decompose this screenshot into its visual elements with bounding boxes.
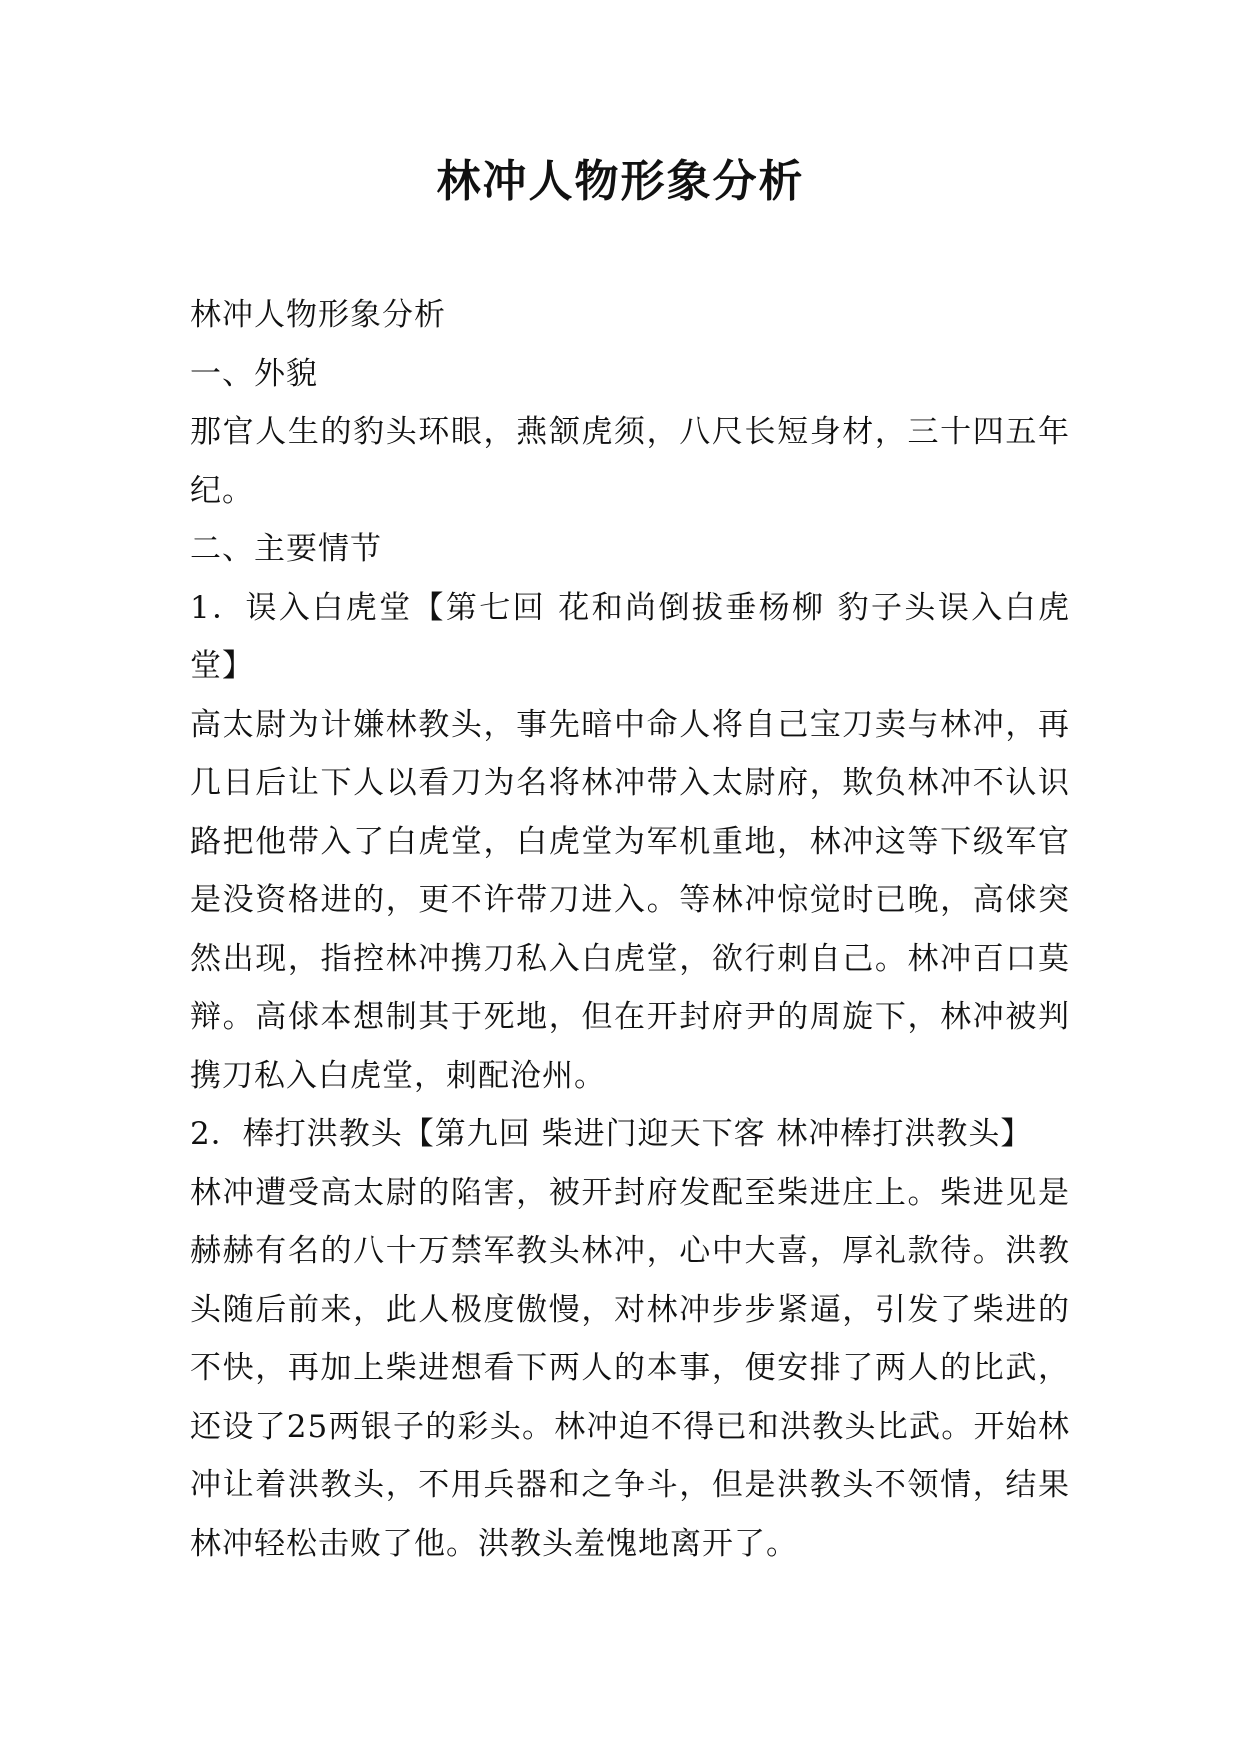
- document-body: [190, 286, 1070, 1573]
- section-heading-plot: 二、主要情节: [190, 531, 382, 567]
- body-paragraph-heading: 林冲人物形象分析: [190, 297, 446, 333]
- document-title: 林冲人物形象分析: [436, 156, 805, 207]
- subsection-heading-white-tiger-hall: 1．误入白虎堂【第七回 花和尚倒拔垂杨柳 豹子头误入白虎堂】: [190, 589, 1070, 684]
- subsection-heading-instructor-hong: 2．棒打洪教头【第九回 柴进门迎天下客 林冲棒打洪教头】: [190, 1116, 1033, 1152]
- section-heading-appearance: 一、外貌: [190, 355, 318, 392]
- body-paragraph-white-tiger-hall: 高太尉为计嫌林教头，事先暗中命人将自己宝刀卖与林冲，再几日后让下人以看刀为名将林冲带入太尉府，欺负林冲不认识路把他带入了白虎堂，白虎堂为军机重地，林冲这等下级军官是没资格进的，更不许带刀进入。等林冲惊觉时已晚，高俅突然出现，指控林冲携刀私入白虎堂，欲行刺自己。林冲百口莫辩。高俅本想制其于死地，但在开封府尹的周旋下，林冲被判携刀私入白虎堂，刺配沧州。: [190, 706, 1070, 1094]
- body-paragraph-appearance: 那官人生的豹头环眼，燕颔虎须，八尺长短身材，三十四五年纪。: [190, 414, 1070, 509]
- body-paragraph-instructor-hong: 林冲遭受高太尉的陷害，被开封府发配至柴进庄上。柴进见是赫赫有名的八十万禁军教头林冲，心中大喜，厚礼款待。洪教头随后前来，此人极度傲慢，对林冲步步紧逼，引发了柴进的不快，再加上柴进想看下两人的本事，便安排了两人的比武，还设了25两银子的彩头。林冲迫不得已和洪教头比武。开始林冲让着洪教头，不用兵器和之争斗，但是洪教头不领情，结果林冲轻松击败了他。洪教头羞愧地离开了。: [190, 1174, 1070, 1562]
